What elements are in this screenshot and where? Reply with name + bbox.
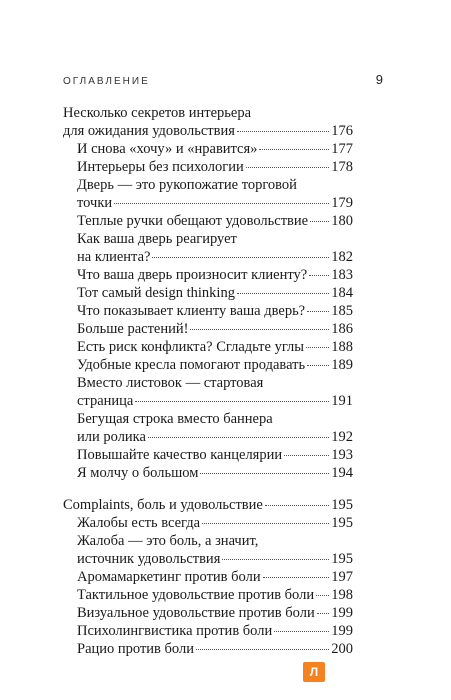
running-head [63, 72, 383, 87]
toc-entry-page: 179 [331, 195, 353, 211]
toc-entry-row [77, 212, 353, 230]
toc-entry-title-line: Что показывает клиенту ваша дверь? [77, 303, 306, 319]
toc-entry-row [77, 320, 353, 338]
dot-leader [263, 577, 330, 578]
toc-entry-page: 191 [331, 393, 353, 409]
toc-entry-row [77, 284, 353, 302]
toc-entry [63, 140, 353, 158]
toc-section [63, 496, 353, 658]
dot-leader [274, 631, 329, 632]
toc-entry [63, 568, 353, 586]
toc-entry-page: 195 [331, 497, 353, 513]
table-of-contents [63, 104, 353, 672]
toc-section [63, 104, 353, 482]
toc-entry-row [77, 586, 353, 604]
dot-leader [202, 523, 329, 524]
toc-entry-row [77, 392, 353, 410]
dot-leader [200, 473, 329, 474]
dot-leader [307, 365, 329, 366]
dot-leader [135, 401, 329, 402]
toc-entry-row [77, 428, 353, 446]
toc-entry-row [77, 640, 353, 658]
dot-leader [307, 311, 329, 312]
dot-leader [222, 559, 329, 560]
toc-entry-title-line: для ожидания удовольствия [63, 123, 235, 139]
toc-entry-row [77, 140, 353, 158]
toc-entry-title-line: И снова «хочу» и «нравится» [77, 141, 258, 157]
toc-entry-page: 192 [331, 429, 353, 445]
toc-entry-title-line: Аромамаркетинг против боли [77, 569, 261, 585]
toc-entry-row [77, 622, 353, 640]
toc-entry-title-line: точки [77, 195, 113, 211]
dot-leader [265, 505, 329, 506]
toc-entry-row [77, 194, 353, 212]
toc-entry-row [77, 266, 353, 284]
toc-entry-title-line: Как ваша дверь реагирует [77, 231, 237, 247]
dot-leader [259, 149, 329, 150]
dot-leader [196, 649, 329, 650]
toc-entry [63, 302, 353, 320]
toc-entry-title-line: Жалобы есть всегда [77, 515, 201, 531]
toc-entry-title-line: Удобные кресла помогают продавать [77, 357, 306, 373]
toc-entry-page: 185 [331, 303, 353, 319]
dot-leader [284, 455, 329, 456]
toc-entry [63, 586, 353, 604]
toc-entry-title-line: Психолингвистика против боли [77, 623, 273, 639]
toc-entry-row [77, 550, 353, 568]
toc-section-heading [63, 104, 353, 140]
toc-entry-page: 193 [331, 447, 353, 463]
toc-entry [63, 532, 353, 568]
toc-entry-title-line: на клиента? [77, 249, 151, 265]
dot-leader [246, 167, 330, 168]
toc-entry-title-line: страница [77, 393, 134, 409]
toc-entry-title-line: Визуальное удовольствие против боли [77, 605, 315, 621]
dot-leader [237, 293, 329, 294]
dot-leader [152, 257, 329, 258]
toc-entry-title-line: Рацио против боли [77, 641, 194, 657]
toc-entry-title-line: Интерьеры без психологии [77, 159, 244, 175]
toc-entry-row [63, 122, 353, 140]
toc-entry [63, 158, 353, 176]
dot-leader [114, 203, 329, 204]
publisher-logo: Л [303, 662, 325, 682]
dot-leader [310, 221, 329, 222]
toc-entry-title-line: или ролика [77, 429, 146, 445]
dot-leader [316, 595, 329, 596]
toc-entry [63, 622, 353, 640]
toc-entry [63, 410, 353, 446]
toc-entry-title-line: Complaints, боль и удовольствие [63, 497, 263, 513]
toc-entry [63, 446, 353, 464]
toc-entry-page: 199 [331, 623, 353, 639]
toc-entry-row [77, 158, 353, 176]
toc-entry-title-line: Больше растений! [77, 321, 189, 337]
toc-entry-row [77, 356, 353, 374]
toc-entry-title-line: Я молчу о большом [77, 465, 199, 481]
toc-entry-page: 195 [331, 515, 353, 531]
toc-entry-row [63, 496, 353, 514]
toc-entry-title-line: Повышайте качество канцелярии [77, 447, 283, 463]
toc-entry [63, 266, 353, 284]
toc-entry [63, 176, 353, 212]
toc-entry-page: 177 [331, 141, 353, 157]
toc-entry-page: 184 [331, 285, 353, 301]
toc-entry [63, 320, 353, 338]
toc-entry-page: 195 [331, 551, 353, 567]
toc-entry [63, 374, 353, 410]
toc-entry-row [77, 464, 353, 482]
dot-leader [317, 613, 330, 614]
running-title: ОГЛАВЛЕНИЕ [63, 76, 150, 87]
toc-entry-page: 200 [331, 641, 353, 657]
toc-entry-page: 180 [331, 213, 353, 229]
toc-entry-page: 197 [331, 569, 353, 585]
toc-entry-page: 186 [331, 321, 353, 337]
toc-entry-row [77, 446, 353, 464]
dot-leader [148, 437, 329, 438]
toc-entry [63, 640, 353, 658]
page-number: 9 [375, 72, 383, 87]
toc-entry [63, 230, 353, 266]
toc-entry-row [77, 604, 353, 622]
toc-entry-title-line: источник удовольствия [77, 551, 221, 567]
toc-section-heading [63, 496, 353, 514]
toc-entry-title-line: Что ваша дверь произносит клиенту? [77, 267, 308, 283]
toc-entry-row [77, 514, 353, 532]
toc-entry-page: 194 [331, 465, 353, 481]
toc-entry-row [77, 568, 353, 586]
toc-entry-title-line: Жалоба — это боль, а значит, [77, 533, 259, 549]
toc-entry-title-line: Есть риск конфликта? Сгладьте углы [77, 339, 305, 355]
toc-entry-title-line: Бегущая строка вместо баннера [77, 411, 273, 427]
toc-entry [63, 514, 353, 532]
toc-entry-page: 199 [331, 605, 353, 621]
dot-leader [190, 329, 329, 330]
dot-leader [309, 275, 329, 276]
toc-entry-title-line: Дверь — это рукопожатие торговой [77, 177, 297, 193]
toc-entry-title-line: Тактильное удовольствие против боли [77, 587, 315, 603]
toc-entry-row [77, 338, 353, 356]
toc-entry-page: 189 [331, 357, 353, 373]
toc-entry-page: 188 [331, 339, 353, 355]
dot-leader [306, 347, 329, 348]
toc-entry-page: 182 [331, 249, 353, 265]
toc-entry-title-line: Вместо листовок — стартовая [77, 375, 264, 391]
toc-entry [63, 212, 353, 230]
dot-leader [237, 131, 329, 132]
toc-entry [63, 284, 353, 302]
toc-entry [63, 604, 353, 622]
toc-entry-row [77, 302, 353, 320]
toc-entry-page: 178 [331, 159, 353, 175]
toc-entry [63, 338, 353, 356]
toc-entry-title-line: Тот самый design thinking [77, 285, 235, 301]
toc-entry-page: 176 [331, 123, 353, 139]
toc-entry-row [77, 248, 353, 266]
toc-entry [63, 356, 353, 374]
toc-entry-page: 198 [331, 587, 353, 603]
toc-entry-page: 183 [331, 267, 353, 283]
toc-entry-title-line: Несколько секретов интерьера [63, 105, 252, 121]
toc-entry-title-line: Теплые ручки обещают удовольствие [77, 213, 309, 229]
toc-entry [63, 464, 353, 482]
